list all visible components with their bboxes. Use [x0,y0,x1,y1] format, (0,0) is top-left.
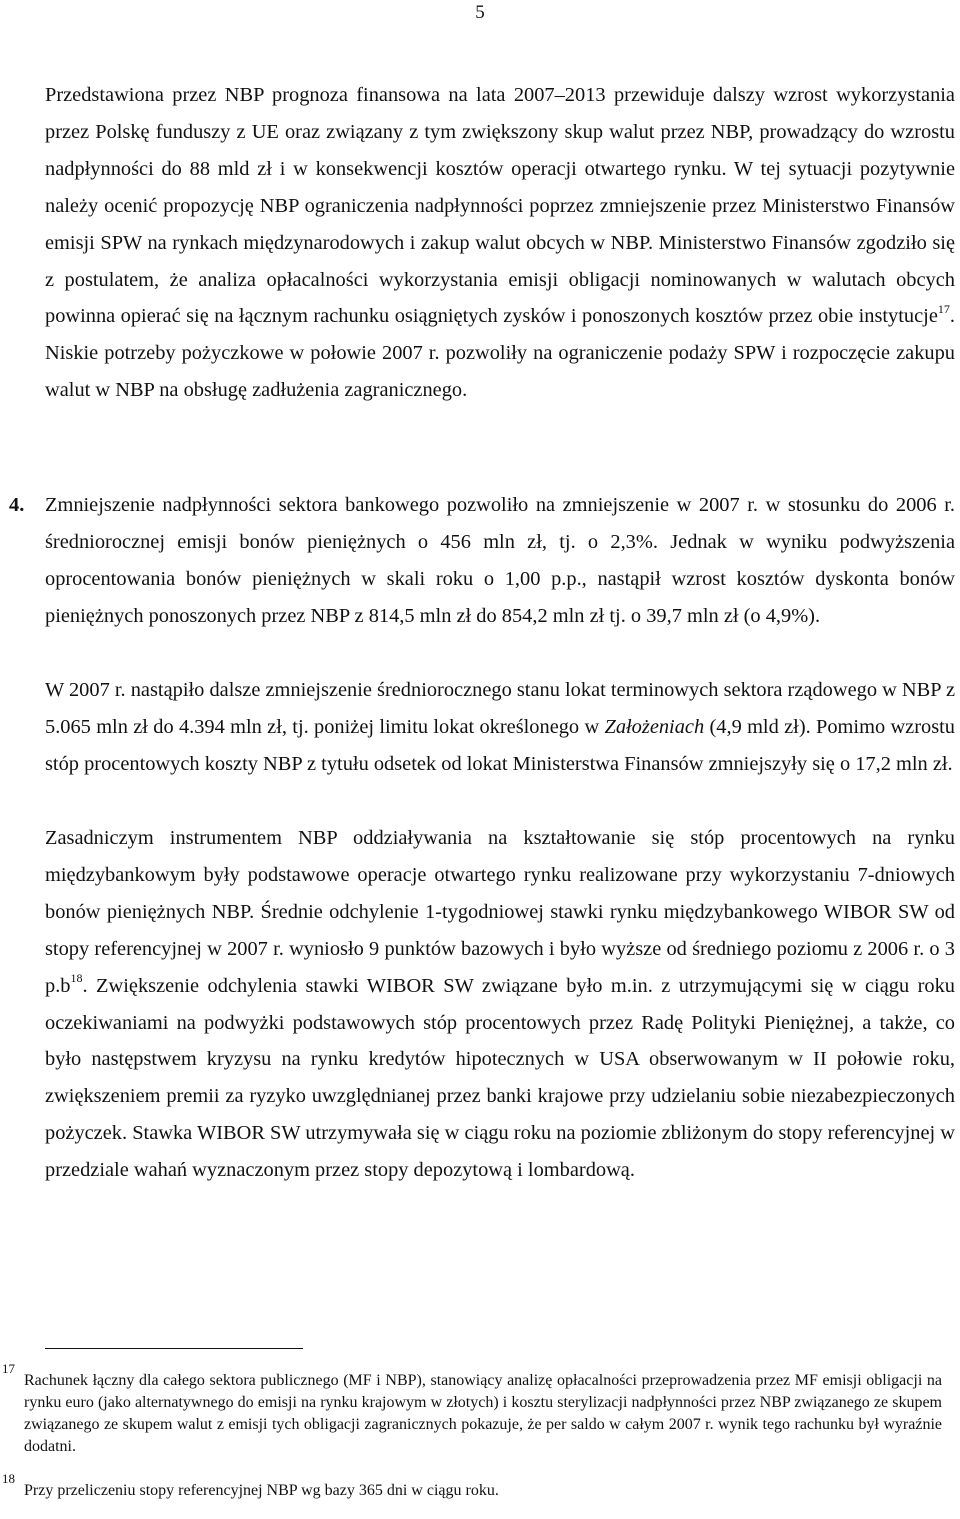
paragraph-text: Zasadniczym instrumentem NBP oddziaływania na kształtowanie się stóp procentowych na rynku międzybankowym były podstawowe operacje otwartego rynku realizowane przy wykorzystaniu 7-dniowych bonów pieniężnych NBP. Średnie odchylenie 1-tygodniowej stawki rynku międzybankowego WIBOR SW od stopy referencyjnej w 2007 r. wyniosło 9 punktów bazowych i było wyższe od średniego poziomu z 2006 r. o 3 p.b [45,827,955,997]
footnote-ref-17[interactable]: 17 [937,301,950,316]
paragraph-text: W 2007 r. nastąpiło dalsze zmniejszenie średniorocznego stanu lokat terminowych sektora rządowego w NBP z 5.065 mln zł do 4.394 mln zł, tj. poniżej limitu lokat określonego w [45,679,955,738]
footnote-mark: 18 [2,1471,15,1486]
paragraph-nbp-forecast [45,77,955,409]
footnote-mark: 17 [2,1361,15,1376]
paragraph-text-cont: (4,9 mld zł). Pomimo wzrostu stóp procentowych koszty NBP z tytułu odsetek od lokat Ministerstwa Finansów zmniejszyły się o 17,2 mln zł. [45,715,956,775]
footnote-text: Rachunek łączny dla całego sektora publicznego (MF i NBP), stanowiący analizę opłacalności przeprowadzenia przez MF emisji obligacji na rynku euro (jako alternatywnego do emisji na rynku krajowym w złotych) i kosztu sterylizacji nadpłynności przez NBP związanego ze skupem związanego ze skupem walut z emisji tych obligacji zagranicznych pokazuje, że per saldo w całym 2007 r. wynik tego rachunku był wyraźnie dodatni. [24,1372,942,1455]
footnote-ref-18[interactable]: 18 [70,970,83,985]
italic-reference: Założeniach [604,715,705,738]
paragraph-wibor [45,820,955,1189]
page-number: 5 [475,2,485,23]
footnote-18 [2,1471,942,1502]
paragraph-text-cont: . Niskie potrzeby pożyczkowe w połowie 2007 r. pozwoliły na ograniczenie podaży SPW i rozpoczęcie zakupu walut w NBP na obsługę zadłużenia zagranicznego. [45,305,955,402]
paragraph-text: Przedstawiona przez NBP prognoza finansowa na lata 2007–2013 przewiduje dalszy wzrost wykorzystania przez Polskę funduszy z UE oraz związany z tym zwiększony skup walut przez NBP, prowadzący do wzrostu nadpłynności do 88 mld zł i w konsekwencji kosztów operacji otwartego rynku. W tej sytuacji pozytywnie należy ocenić propozycję NBP ograniczenia nadpłynności poprzez zmniejszenie przez Ministerstwo Finansów emisji SPW na rynkach międzynarodowych i zakup walut obcych w NBP. Ministerstwo Finansów zgodziło się z postulatem, że analiza opłacalności wykorzystania emisji obligacji nominowanych w walutach obcych powinna opierać się na łącznym rachunku osiągniętych zysków i ponoszonych kosztów przez obie instytucje [45,84,955,328]
paragraph-deposits [45,672,955,783]
footnote-separator [45,1348,303,1349]
list-item-text: Zmniejszenie nadpłynności sektora bankowego pozwoliło na zmniejszenie w 2007 r. w stosunku do 2006 r. średniorocznej emisji bonów pieniężnych o 456 mln zł, tj. o 2,3%. Jednak w wyniku podwyższenia oprocentowania bonów pieniężnych w skali roku o 1,00 p.p., nastąpił wzrost kosztów dyskonta bonów pieniężnych ponoszonych przez NBP z 814,5 mln zł do 854,2 mln zł tj. o 39,7 mln zł (o 4,9%). [45,494,955,627]
footnote-17 [2,1361,942,1458]
footnote-text: Przy przeliczeniu stopy referencyjnej NBP wg bazy 365 dni w ciągu roku. [24,1482,499,1499]
list-item-number: 4. [9,494,25,516]
paragraph-text-cont: . Zwiększenie odchylenia stawki WIBOR SW związane było m.in. z utrzymującymi się w ciągu roku oczekiwaniami na podwyżki podstawowych stóp procentowych przez Radę Polityki Pieniężnej, a także, co było następstwem kryzysu na rynku kredytów hipotecznych w USA obserwowanym w II połowie roku, zwiększeniem premii za ryzyko uwzględnianej przez banki krajowe przy udzielaniu sobie niezabezpieczonych pożyczek. Stawka WIBOR SW utrzymywała się w ciągu roku na poziomie zbliżonym do stopy referencyjnej w przedziale wahań wyznaczonym przez stopy depozytową i lombardową. [45,974,955,1182]
list-item-4 [9,487,955,635]
